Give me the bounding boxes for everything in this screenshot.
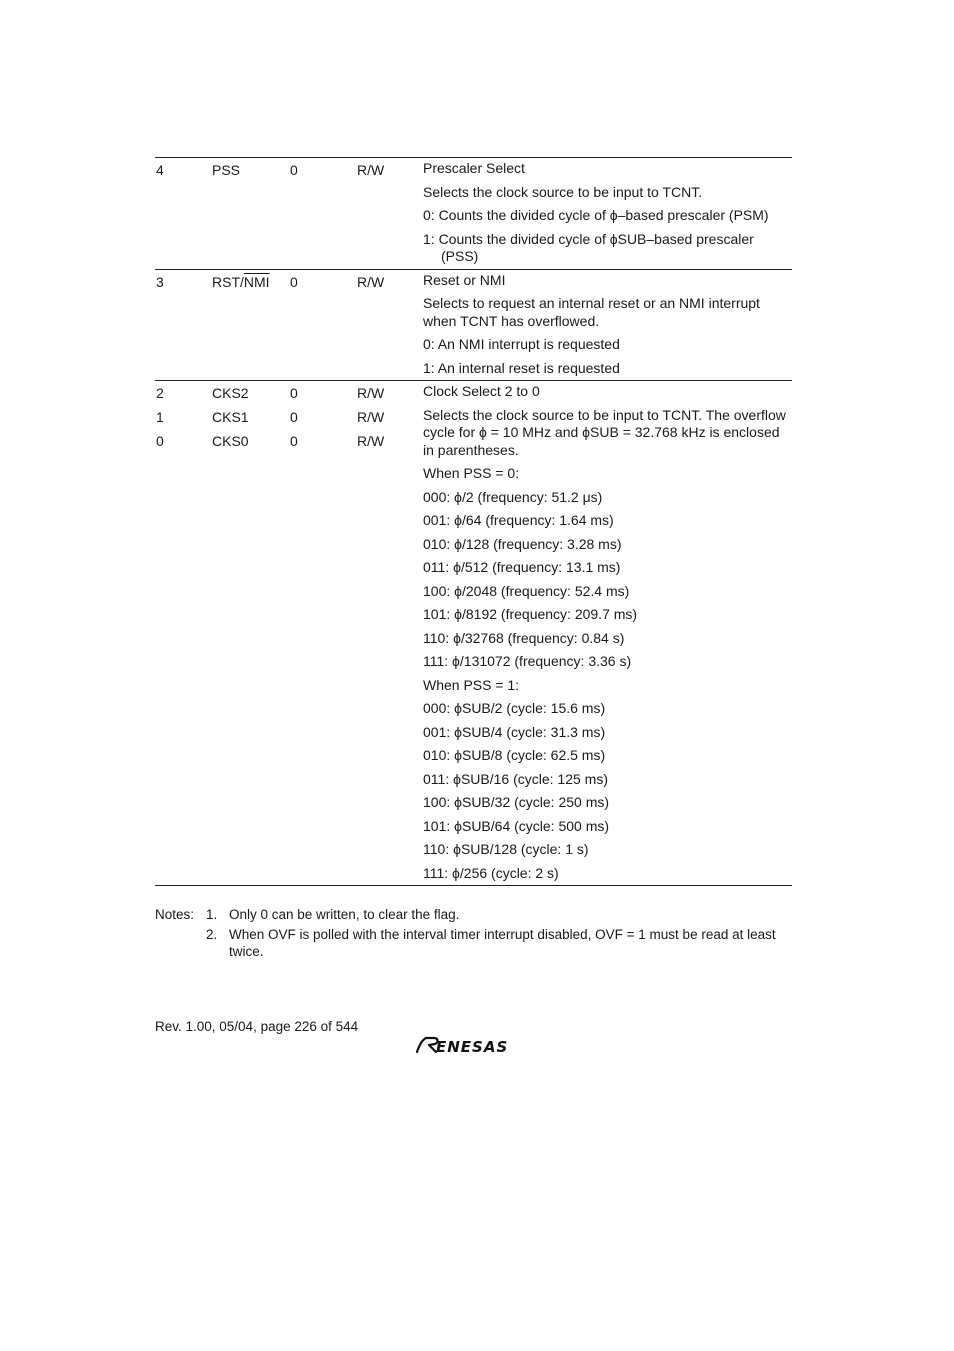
description-line: 100: ϕSUB/32 (cycle: 250 ms) xyxy=(423,794,610,810)
note-text: Only 0 can be written, to clear the flag. xyxy=(229,907,460,922)
bit-description xyxy=(423,381,792,885)
notes-label: Notes: xyxy=(155,907,195,922)
logo-text: ENESAS xyxy=(436,1038,509,1056)
table-row xyxy=(155,381,792,885)
bit-number: 3 xyxy=(156,273,164,290)
description-line: Selects to request an internal reset or an NMI interrupt when TCNT has overflowed. xyxy=(423,295,760,329)
description-line: 001: ϕSUB/4 (cycle: 31.3 ms) xyxy=(423,723,606,740)
note-number: 2. xyxy=(206,927,218,942)
description-line: 001: ϕ/64 (frequency: 1.64 ms) xyxy=(423,512,614,528)
description-line: 000: ϕSUB/2 (cycle: 15.6 ms) xyxy=(423,700,606,716)
bit-name-overline: $\overline{NMI}$ xyxy=(243,273,270,290)
read-write: R/W xyxy=(357,162,385,178)
initial-value: 0 xyxy=(290,385,298,401)
description-line: 0: An NMI interrupt is requested xyxy=(423,336,620,352)
description-line: 111: ϕ/131072 (frequency: 3.36 s) xyxy=(423,653,632,669)
description-line: 1: An internal reset is requested xyxy=(423,359,620,376)
description-line: When PSS = 1: xyxy=(423,676,520,693)
description-line: 010: ϕSUB/8 (cycle: 62.5 ms) xyxy=(423,747,606,763)
page-footer: Rev. 1.00, 05/04, page 226 of 544 xyxy=(155,1019,359,1034)
description-line: 101: ϕ/8192 (frequency: 209.7 ms) xyxy=(423,606,638,622)
bit-number: 1 xyxy=(156,409,164,425)
bit-name-main: RST/ xyxy=(212,273,244,290)
bit-number: 2 xyxy=(156,385,164,401)
description-line: 000: ϕ/2 (frequency: 51.2 μs) xyxy=(423,488,603,505)
bit-number: 4 xyxy=(156,162,164,178)
bit-name: PSS xyxy=(212,162,241,178)
read-write: R/W xyxy=(357,433,385,449)
read-write: R/W xyxy=(357,385,385,401)
initial-value: 0 xyxy=(290,433,298,449)
bit-number: 0 xyxy=(156,433,164,449)
initial-value: 0 xyxy=(290,409,298,425)
description-line: Selects the clock source to be input to TCNT. The overflow cycle for ϕ = 10 MHz and ϕSUB = 32.768 kHz is enclosed in parentheses. xyxy=(423,406,786,458)
bit-description xyxy=(423,270,792,381)
initial-value: 0 xyxy=(290,162,298,178)
description-line: 011: ϕSUB/16 (cycle: 125 ms) xyxy=(423,770,608,787)
description-line: When PSS = 0: xyxy=(423,465,520,481)
table-row xyxy=(155,270,792,381)
note-item xyxy=(155,906,795,923)
renesas-logo xyxy=(414,1034,534,1056)
description-line: 010: ϕ/128 (frequency: 3.28 ms) xyxy=(423,535,622,552)
description-line: 110: ϕSUB/128 (cycle: 1 s) xyxy=(423,841,589,857)
description-line: 1: Counts the divided cycle of ϕSUB–based prescaler (PSS) xyxy=(423,230,754,264)
description-line: 110: ϕ/32768 (frequency: 0.84 s) xyxy=(423,629,625,646)
bit-name: CKS1 xyxy=(212,409,249,425)
read-write: R/W xyxy=(357,409,385,425)
read-write: R/W xyxy=(357,273,385,290)
description-line: Reset or NMI xyxy=(423,271,506,288)
notes xyxy=(155,906,795,963)
note-text: When OVF is polled with the interval timer interrupt disabled, OVF = 1 must be read at least twice. xyxy=(229,927,776,959)
description-line: 100: ϕ/2048 (frequency: 52.4 ms) xyxy=(423,582,630,599)
description-line: 0: Counts the divided cycle of ϕ–based prescaler (PSM) xyxy=(423,207,769,223)
description-line: 011: ϕ/512 (frequency: 13.1 ms) xyxy=(423,559,621,575)
description-line: Selects the clock source to be input to TCNT. xyxy=(423,183,703,200)
bit-description xyxy=(423,158,792,269)
register-bit-table xyxy=(155,157,792,886)
description-line: 101: ϕSUB/64 (cycle: 500 ms) xyxy=(423,817,610,834)
note-number: 1. xyxy=(206,907,218,922)
note-item xyxy=(155,926,795,960)
bit-name: CKS2 xyxy=(212,385,249,401)
table-rule xyxy=(155,885,792,886)
table-row xyxy=(155,158,792,269)
description-line: Clock Select 2 to 0 xyxy=(423,383,540,399)
bit-name xyxy=(212,273,270,291)
initial-value: 0 xyxy=(290,273,298,290)
description-line: Prescaler Select xyxy=(423,160,525,176)
bit-name: CKS0 xyxy=(212,433,249,449)
description-line: 111: ϕ/256 (cycle: 2 s) xyxy=(423,864,559,881)
